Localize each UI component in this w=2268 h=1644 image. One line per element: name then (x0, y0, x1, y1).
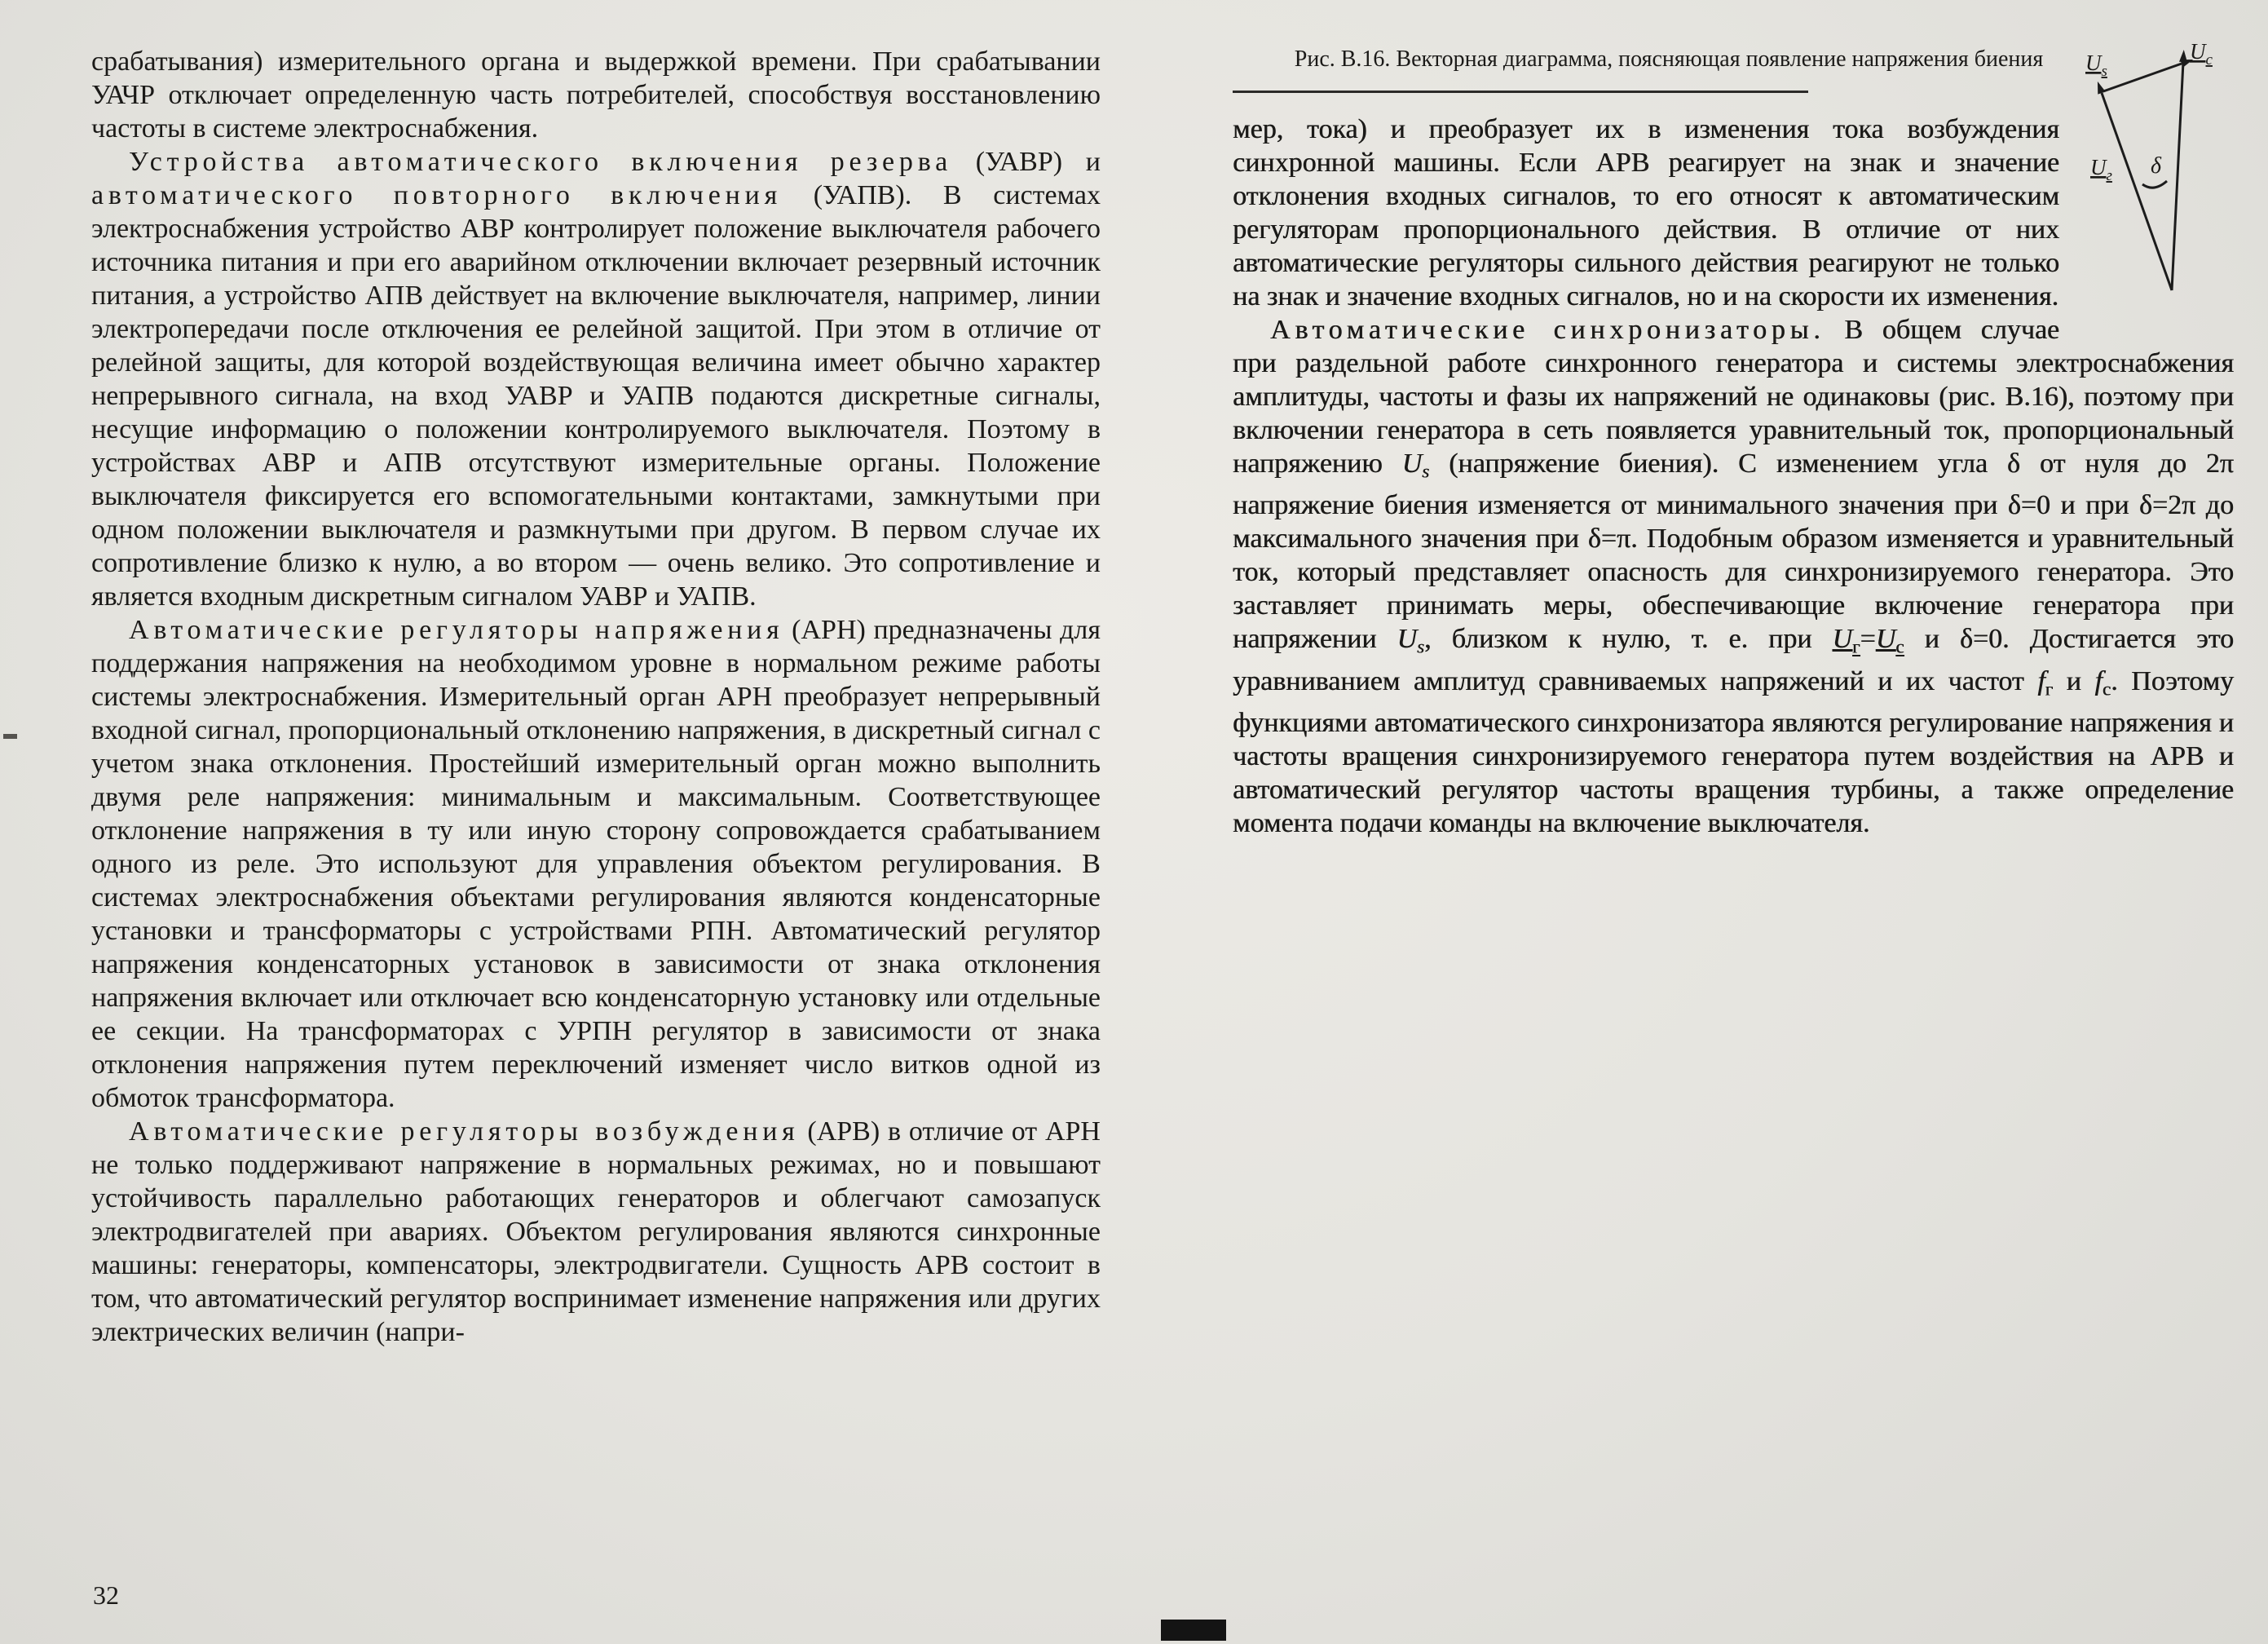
text-run: Автоматические синхронизаторы. (1270, 315, 1825, 345)
text-run: , близком к нулю, т. е. при (1424, 624, 1833, 655)
text-run: и δ=0. Достигается это уравниванием амплитуд сравниваемых напряжений и их частот (1233, 624, 2234, 696)
text-run: г (1852, 636, 1860, 658)
text-run: f (2037, 665, 2045, 696)
arrowhead (2094, 80, 2105, 94)
text-run: f (2094, 665, 2103, 696)
text-run: U (1832, 624, 1853, 655)
left-column (91, 45, 1101, 1349)
text-run: с (1895, 636, 1904, 658)
text-run: . Поэтому функциями автоматического синхронизатора являются регулирование напряжения и частоты вращения синхронизируемого генератора путем воздействия на АРВ и автоматический регулятор частоты вращения турбины, а также определение момента подачи команды на включение выключателя. (1233, 665, 2235, 839)
text-run: срабатывания) измерительного органа и выдержкой времени. При срабатывании УАЧР отключает определенную часть потребителей, способствуя восстановлению частоты в системе электроснабжения. (91, 46, 1101, 144)
page-number: 32 (93, 1580, 119, 1610)
text-run: s (1417, 636, 1425, 658)
paragraph (91, 145, 1101, 613)
label-delta: δ (2151, 153, 2162, 179)
text-run: U (1397, 624, 1418, 655)
vector-us-line (2103, 64, 2182, 91)
text-run: Автоматические регуляторы возбуждения (129, 1116, 800, 1147)
text-run: Устройства автоматического включения резерва (129, 147, 952, 177)
vector-uc-line (2172, 62, 2183, 290)
text-run: U (1875, 624, 1896, 655)
paragraph (91, 1115, 1101, 1349)
label-uc: $U_c$ (2190, 39, 2213, 68)
text-run: автоматического повторного включения (91, 180, 783, 210)
vector-diagram-figure (2082, 36, 2234, 308)
text-run: В общем случае при раздельной работе синхронного генератора и системы электроснабжения амплитуды, частоты и фазы их напряжений не одинаковы (рис. В.16), поэтому при включении генератора в сеть появляется уравнительный ток, пропорциональный напряжению (1233, 315, 2234, 479)
text-run: Автоматические регуляторы напряжения (129, 615, 784, 645)
text-run: (АРН) предназначены для поддержания напряжения на необходимом уровне в нормальном режиме работы системы электроснабжения. Измерительный орган АРН преобразует непрерывный входной сигнал, пропорциональный отклонению напряжения, в дискретный сигнал с учетом знака отклонения. Простейший измерительный орган можно выполнить двумя реле напряжения: минимальным и максимальным. Соответствующее отклонение напряжения в ту или иную сторону сопровождается срабатыванием одного из реле. Это используют для управления объектом регулирования. В системах электроснабжения объектами регулирования являются конденсаторные установки и трансформаторы с устройствами РПН. Автоматический регулятор напряжения конденсаторных установок в зависимости от знака отклонения напряжения включает или отключает всю конденсаторную установку или отдельные ее секции. На трансформаторах с УРПН регулятор в зависимости от знака отклонения напряжения путем переключений изменяет число витков одной из обмоток трансформатора. (91, 615, 1101, 1113)
text-run: = (1860, 624, 1876, 655)
caption-divider (1233, 91, 1808, 93)
text-run: (УАВР) и (951, 147, 1101, 177)
label-ug: $U_г$ (2090, 155, 2112, 184)
text-run: (АРВ) в отличие от АРН не только поддерживают напряжение в нормальных режимах, но и повышают устойчивость параллельно работающих генераторов и облегчают самозапуск электродвигателей при авариях. Объектом регулирования являются синхронные машины: генераторы, компенсаторы, электродвигатели. Сущность АРВ состоит в том, что автоматический регулятор воспринимает изменение напряжения или других электрических величин (напри- (91, 1116, 1101, 1347)
left-column-text (91, 45, 1101, 1349)
text-run: U (1401, 449, 1423, 479)
paragraph (1233, 313, 2234, 840)
text-run: (напряжение биения). С изменением угла δ от нуля до 2π напряжение биения изменяется от минимального значения при δ=0 и при δ=2π до максимального значения при δ=π. Подобным образом изменяется и уравнительный ток, который представляет опасность для синхронизируемого генератора. Это заставляет принимать меры, обеспечивающие включение генератора при напряжении (1233, 449, 2234, 655)
figure-caption: Рис. В.16. Векторная диаграмма, поясняющая появление напряжения биения (1294, 46, 2044, 72)
scan-artifact-mark (1161, 1620, 1226, 1641)
text-run: мер, тока) и преобразует их в изменения тока возбуждения синхронной машины. Если АРВ реагирует на знак и значение отклонения входных сигналов, то его относят к автоматическим регуляторам пропорционального действия. В отличие от них автоматические регуляторы сильного действия реагируют не только на знак и значение входных сигналов, но и на скорости их изменения. (1233, 114, 2059, 312)
text-run: с (2102, 678, 2111, 700)
text-run: и (2053, 665, 2095, 696)
right-column (1233, 33, 2234, 840)
text-run: (УАПВ). В системах электроснабжения устройство АВР контролирует положение выключателя рабочего источника питания и при его аварийном отключении включает резервный источник питания, а устройство АПВ действует на включение выключателя, например, линии электропередачи после отключения ее релейной защитой. При этом в отличие от релейной защиты, для которой воздействующая величина имеет обычно характер непрерывного сигнала, на вход УАВР и УАПВ подаются дискретные сигналы, несущие информацию о положении контролируемого выключателя. Поэтому в устройствах АВР и АПВ отсутствуют измерительные органы. Положение выключателя фиксируется его вспомогательными контактами, замкнутыми при одном положении выключателя и размкнутыми при другом. В первом случае их сопротивление близко к нулю, а во втором — очень велико. Это сопротивление и является входным дискретным сигналом УАВР и УАПВ. (91, 180, 1101, 612)
text-run: s (1422, 461, 1430, 483)
text-run: г (2045, 678, 2054, 700)
paragraph (91, 613, 1101, 1115)
vector-ug-line (2102, 93, 2172, 290)
delta-angle-arc (2142, 181, 2167, 188)
vector-diagram (2082, 36, 2234, 308)
paragraph (91, 45, 1101, 145)
label-us: $U_s$ (2085, 51, 2107, 80)
scan-artifact-dash (3, 734, 17, 739)
